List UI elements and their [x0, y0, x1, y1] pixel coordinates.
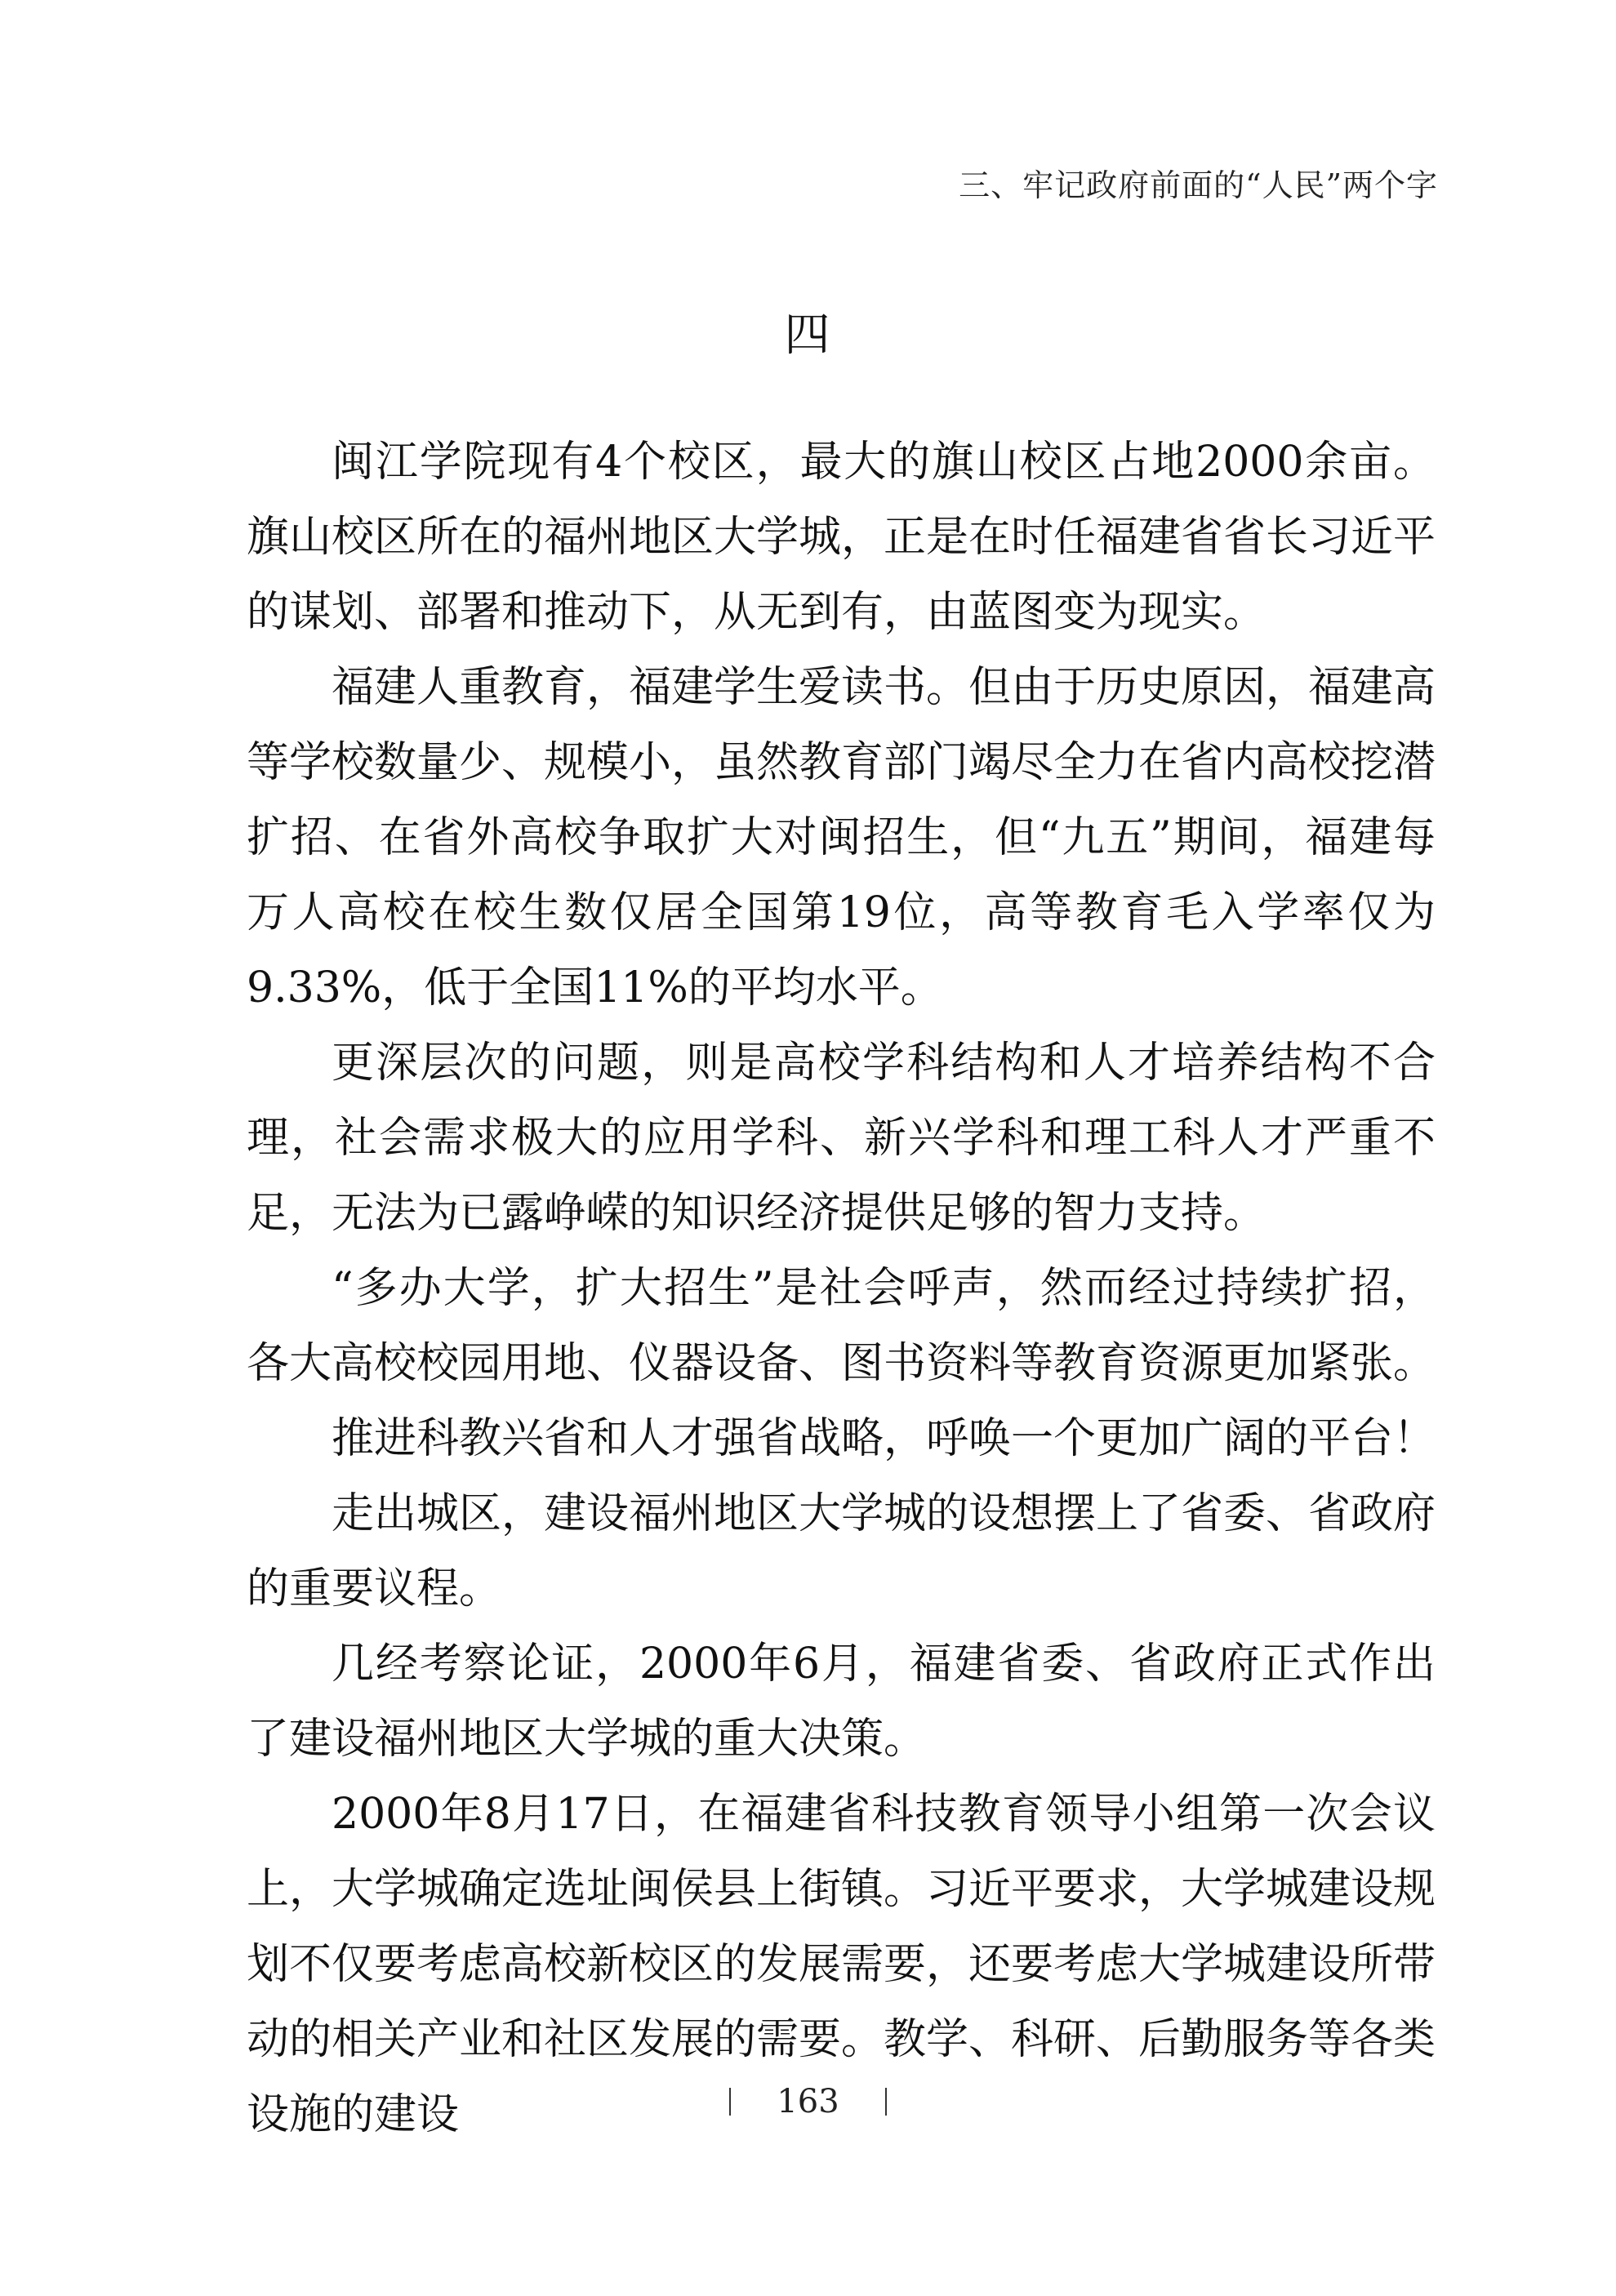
footer-left-rule: [729, 2088, 731, 2116]
paragraph: 2000年8月17日，在福建省科技教育领导小组第一次会议上，大学城确定选址闽侯县上街镇。习近平要求，大学城建设规划不仅要考虑高校新校区的发展需要，还要考虑大学城建设所带动的相关产业和社区发展的需要。教学、科研、后勤服务等各类设施的建设: [247, 1790, 1436, 2139]
paragraph: 推进科教兴省和人才强省战略，呼唤一个更加广阔的平台！: [332, 1414, 1436, 1463]
section-heading: 四: [784, 309, 832, 362]
paragraph: “多办大学，扩大招生”是社会呼声，然而经过持续扩招，各大高校校园用地、仪器设备、图书资料等教育资源更加紧张。: [247, 1264, 1436, 1388]
running-header: 三、牢记政府前面的“人民”两个字: [959, 167, 1438, 203]
paragraph: 几经考察论证，2000年6月，福建省委、省政府正式作出了建设福州地区大学城的重大决策。: [247, 1640, 1436, 1764]
page-footer: [0, 2080, 1616, 2120]
paragraph: 走出城区，建设福州地区大学城的设想摆上了省委、省政府的重要议程。: [247, 1489, 1436, 1613]
page-number: 163: [777, 2083, 839, 2120]
paragraph: 闽江学院现有4个校区，最大的旗山校区占地2000余亩。旗山校区所在的福州地区大学城，正是在时任福建省省长习近平的谋划、部署和推动下，从无到有，由蓝图变为现实。: [247, 438, 1436, 637]
footer-right-rule: [885, 2088, 887, 2116]
body-text: [247, 425, 1436, 2152]
paragraph: 福建人重教育，福建学生爱读书。但由于历史原因，福建高等学校数量少、规模小，虽然教育部门竭尽全力在省内高校挖潜扩招、在省外高校争取扩大对闽招生，但“九五”期间，福建每万人高校在校生数仅居全国第19位，高等教育毛入学率仅为9.33%，低于全国11%的平均水平。: [247, 663, 1436, 1012]
paragraph: 更深层次的问题，则是高校学科结构和人才培养结构不合理，社会需求极大的应用学科、新兴学科和理工科人才严重不足，无法为已露峥嵘的知识经济提供足够的智力支持。: [247, 1039, 1436, 1238]
